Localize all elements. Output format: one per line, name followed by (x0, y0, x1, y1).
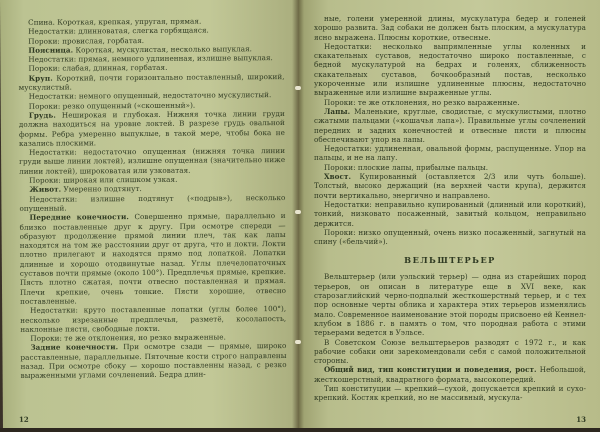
paragraph (314, 200, 586, 228)
paragraph-text: Недостатки: прямая, немного удлиненная, излишне выпуклая. (28, 53, 273, 64)
paragraph (314, 163, 586, 172)
right-page-text-top (314, 14, 586, 246)
book-gutter (292, 0, 304, 432)
paragraph (314, 42, 586, 98)
paragraph (19, 109, 285, 148)
paragraph-term: Общий вид, тип конституции и поведения, рост. (324, 365, 537, 375)
paragraph-text: Пороки: широкая или слишком узкая. (29, 174, 178, 185)
paragraph-term: Живот. (29, 184, 62, 195)
paragraph-text: В Советском Союзе вельштерьеров разводят с 1972 г., и как рабочие собаки они зарекомендовали себя с самой положительной стороны. (314, 337, 586, 366)
paragraph-text: Короткий, почти горизонтально поставленный, широкий, мускулистый. (18, 71, 285, 92)
paragraph (314, 384, 586, 403)
paragraph-text: Тип конституции — крепкий—сухой, допускается крепкий и сухо-крепкий. Костяк крепкий, но не массивный, мускула- (314, 383, 586, 403)
paragraph-text: Недостатки: немного опущенный, недостаточно мускулистый. (28, 90, 272, 102)
paragraph-term: Задние конечности. (30, 342, 119, 353)
right-page-text-bottom (314, 272, 586, 402)
paragraph-text: Пороки: плоские лапы, прибылые пальцы. (324, 162, 489, 172)
paragraph-term: Лапы. (324, 106, 351, 116)
paragraph (314, 14, 586, 42)
binding-stitch (295, 340, 301, 344)
paragraph-text: Небольшой, жесткошерстный, квадратного формата, высокопередий. (314, 365, 586, 384)
page-number-left: 12 (18, 414, 29, 424)
paragraph-text: Короткая, мускулистая, несколько выпуклая. (73, 44, 253, 55)
paragraph-text: Пороки: те же отклонения, но резко выраженные. (324, 97, 520, 107)
paragraph (314, 272, 586, 337)
paragraph (19, 72, 285, 92)
section-title: ВЕЛЬШТЕРЬЕР (404, 255, 496, 266)
paragraph-text: Недостатки: круто поставленные лопатки (углы более 100°), несколько изрезанные предплечья, разметё, косолапость, наклонные пясти, свободные локти. (20, 304, 287, 334)
paragraph (314, 338, 586, 366)
paragraph-text: Умеренно подтянут. (61, 184, 142, 194)
paragraph-text: Купированный (оставляется 2/3 или чуть больше). Толстый, высоко держащий (на верхней части крупа), держится почти вертикально, энергично и направлено. (314, 172, 586, 200)
binding-stitch (295, 210, 301, 214)
paragraph-text: Недостатки: недостаточно опущенная (нижняя точка линии груди выше линии локтей), излишне опущенная (значительно ниже линии локтей), широковатая или узковатая. (19, 146, 286, 176)
paragraph (19, 211, 286, 306)
paragraph-text: Маленькие, круглые, сводистые, с мускулистыми, плотно сжатыми пальцами («кошачья лапа»). Правильные углы сочленений передних и задних конечностей и отвесные пясти и плюсны обеспечивают упор на лапы. (314, 106, 586, 144)
paragraph-term: Грудь. (28, 110, 56, 120)
paragraph-text: ные, голени умеренной длины, мускулатура бедер и голеней хорошо развита. Зад собаки не должен быть плоским, а мускулатура ясно выражена. Плюсны короткие, отвесные. (314, 14, 586, 42)
paragraph-text: При осмотре сзади — прямые, широко расставленные, параллельные. Пяточные кости строго направлены назад. При осмотре сбоку — хорошо поставленны назад, с резко выраженными углами сочленений. Бедра длин- (20, 341, 287, 381)
paragraph-text: Недостатки: удлиненная, овальной формы, распущенные. Упор на пальцы, и не на лапу. (314, 144, 586, 163)
right-page (298, 0, 600, 432)
paragraph-text: Пороки: низко опущенный, очень низко посаженный, загнутый на спину («бельчий»). (314, 227, 586, 247)
left-page-text (18, 16, 287, 380)
paragraph (314, 365, 586, 384)
paragraph-text: Пороки: провислая, горбатая. (28, 35, 145, 46)
paragraph-text: Вельштерьер (или уэльский терьер) — одна из старейших пород терьеров, он описан в литературе еще в XVI веке, как старозаглийский черно-подпалый жесткошерстный терьер, и с тех пор основные черты облика и характера этих терьеров изменялись мало. Современное наименование этой породы присвоено ей Кеннел-клубом в 1886 г. в память о том, что породная работа с этими терьерами ведется в Уэльсе. (314, 272, 586, 338)
paragraph-text: Пороки: те же отклонения, но резко выраженные. (30, 332, 226, 343)
paragraph (20, 304, 286, 334)
page-number-right: 13 (576, 415, 586, 424)
paragraph-text: Недостатки: излишне подтянут («подрыв»), несколько опущенный. (19, 192, 286, 213)
paragraph-text: Неширокая и глубокая. Нижняя точка линии груди должна находиться на уровне локтей. В разрезе грудь овальной формы. Ребра умеренно выпуклые, в такой мере, чтобы бока не казались плоскими. (18, 108, 285, 148)
paragraph-term: Передние конечности. (29, 212, 129, 223)
paragraph (314, 98, 586, 107)
binding-stitch (295, 86, 301, 90)
paragraph (314, 144, 586, 163)
paragraph-text: Спина. Короткая, крепкая, упругая, прямая. (28, 16, 202, 27)
paragraph-term: Хвост. (324, 172, 351, 182)
paragraph-text: Недостатки: неправильно купированный (длинный или короткий), тонкий, низковато посаженный, завитый кольцом, неправильно держится. (314, 199, 586, 228)
paragraph (19, 146, 285, 176)
paragraph (19, 193, 285, 213)
paragraph-text: Недостатки: несколько выпрямленные углы коленных и скакательных суставов, недостаточно широко поставленные, с бедной мускулатурой на бедрах и голенях, сближенность скакательных суставов, бочкообразный постав, несколько укороченные или излишне удлиненные плюсны, недостаточно выраженные или излишне выраженные углы. (314, 41, 586, 98)
paragraph (314, 107, 586, 144)
paragraph (314, 228, 586, 247)
paragraph-text: Недостатки: длинноватая, слегка горбящаяся. (28, 25, 209, 37)
paragraph-text: Совершенно прямые, параллельно и близко поставленные друг к другу. При осмотре спереди — образуют продолжение прямой линии плеч, так как лапы находятся на том же расстоянии друг от друга, что и локти. Локти плотно прилегают и находятся прямо под лопаткой. Лопатки длинные и хорошо отодвинутые назад. Углы плечелопаточных суставов почти прямые (около 100°). Предплечья прямые, крепкие. Пясть плотно сжатая, почти отвесно поставленная и прямая. Плечи крепкие, очень тонкие. Пясти хорошие, отвесно поставленные. (19, 211, 287, 306)
paragraph-text: Пороки: резко опущенный («скошенный»). (28, 100, 196, 111)
paragraph-term: Поясница. (28, 45, 74, 55)
paragraph (20, 341, 286, 380)
paragraph-term: Круп. (28, 73, 53, 83)
paragraph (314, 172, 586, 200)
paragraph-text: Пороки: слабая, длинная, горбатая. (28, 63, 168, 74)
background-edge (0, 428, 600, 432)
